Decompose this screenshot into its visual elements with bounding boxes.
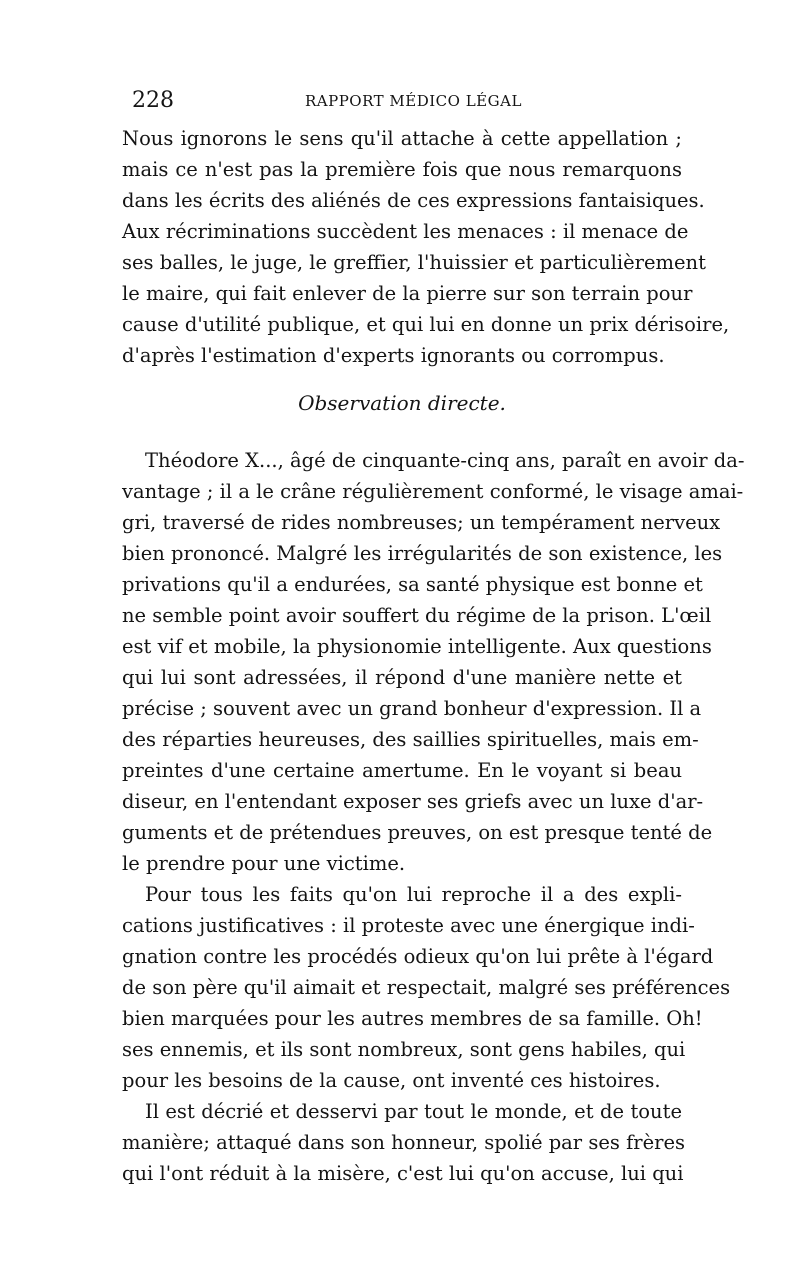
text-line: ne semble point avoir souffert du régime de la prison. L'œil (122, 604, 712, 627)
text-line: qui lui sont adressées, il répond d'une manière nette et (122, 666, 682, 689)
text-line: ses balles, le juge, le greffier, l'huissier et particulièrement (122, 251, 706, 274)
running-head (120, 88, 685, 116)
text-line: Il est décrié et desservi par tout le monde, et de toute (145, 1100, 682, 1123)
text-line: cause d'utilité publique, et qui lui en donne un prix dérisoire, (122, 313, 730, 336)
text-line: est vif et mobile, la physionomie intelligente. Aux questions (122, 635, 712, 658)
section-heading: Observation directe. (298, 391, 506, 415)
text-line: manière; attaqué dans son honneur, spolié par ses frères (122, 1131, 686, 1154)
text-line: pour les besoins de la cause, ont inventé ces histoires. (122, 1069, 661, 1092)
text-line: ses ennemis, et ils sont nombreux, sont gens habiles, qui (122, 1038, 686, 1061)
text-line: preintes d'une certaine amertume. En le voyant si beau (122, 759, 682, 782)
text-line: gnation contre les procédés odieux qu'on lui prête à l'égard (122, 945, 714, 968)
text-line: Théodore X..., âgé de cinquante-cinq ans, paraît en avoir da- (145, 449, 745, 472)
text-line: qui l'ont réduit à la misère, c'est lui qu'on accuse, lui qui (122, 1162, 684, 1185)
text-line: de son père qu'il aimait et respectait, malgré ses préférences (122, 976, 731, 999)
text-line: cations justificatives : il proteste avec une énergique indi- (122, 914, 695, 937)
text-line: bien marquées pour les autres membres de sa famille. Oh! (122, 1007, 703, 1030)
text-line: gri, traversé de rides nombreuses; un tempérament nerveux (122, 511, 721, 534)
text-line: diseur, en l'entendant exposer ses griefs avec un luxe d'ar- (122, 790, 704, 813)
text-line: le maire, qui fait enlever de la pierre sur son terrain pour (122, 282, 693, 305)
text-line: Nous ignorons le sens qu'il attache à cette appellation ; (122, 127, 682, 150)
text-line: Pour tous les faits qu'on lui reproche il a des expli- (145, 883, 682, 906)
text-line: vantage ; il a le crâne régulièrement conformé, le visage amai- (122, 480, 744, 503)
text-line: le prendre pour une victime. (122, 852, 406, 875)
text-line: mais ce n'est pas la première fois que nous remarquons (122, 158, 682, 181)
text-line: des réparties heureuses, des saillies spirituelles, mais em- (122, 728, 699, 751)
text-line: Aux récriminations succèdent les menaces : il menace de (122, 220, 689, 243)
text-line: guments et de prétendues preuves, on est presque tenté de (122, 821, 713, 844)
text-line: d'après l'estimation d'experts ignorants ou corrompus. (122, 344, 665, 367)
text-line: dans les écrits des aliénés de ces expressions fantaisiques. (122, 189, 705, 212)
text-line: bien prononcé. Malgré les irrégularités de son existence, les (122, 542, 723, 565)
text-line: privations qu'il a endurées, sa santé physique est bonne et (122, 573, 703, 596)
running-head-title: RAPPORT MÉDICO LÉGAL (305, 92, 522, 110)
page-number: 228 (132, 88, 174, 113)
text-line: précise ; souvent avec un grand bonheur d'expression. Il a (122, 697, 702, 720)
